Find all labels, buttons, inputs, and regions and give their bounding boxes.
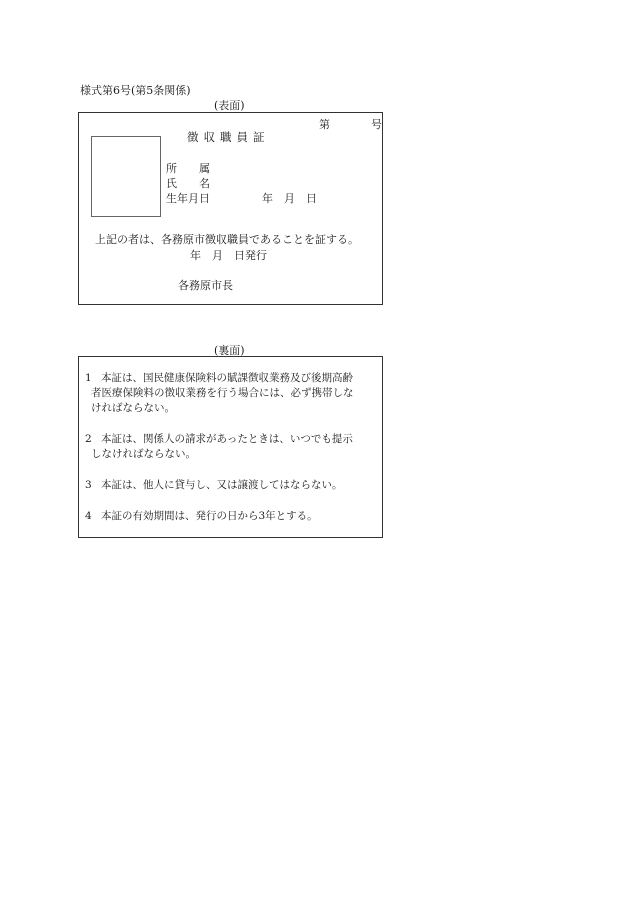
notes-list [85,371,379,540]
note-text: 本証は、他人に貸与し、又は譲渡してはならない。 [101,479,343,491]
note-text-cont: ければならない。 [91,402,175,414]
form-title: 様式第6号(第5条関係) [80,84,191,97]
birthdate-value: 年 月 日 [262,192,317,205]
note-item [85,371,379,416]
back-side-label: (裏面) [214,344,245,357]
note-number: 1 [85,372,92,384]
birthdate-label: 生年月日 [166,192,210,205]
note-number: 4 [85,510,92,522]
id-card-front [78,112,383,305]
note-text: 本証は、関係人の請求があったときは、いつでも提示 [101,433,353,445]
card-heading: 徴収職員証 [187,130,270,144]
front-side-label: (表面) [214,99,245,112]
issue-date: 年 月 日発行 [190,249,267,262]
number-prefix: 第 [319,118,330,131]
note-text-cont: しなければならない。 [91,448,196,460]
field-affiliation: 所 属 [166,162,210,175]
id-card-back [78,356,383,538]
field-name: 氏 名 [166,177,210,190]
field-birthdate [166,190,317,206]
note-number: 2 [85,433,92,445]
certification-text: 上記の者は、各務原市徴収職員であることを証する。 [95,233,359,246]
note-item [85,432,379,462]
number-suffix: 号 [371,118,382,131]
note-item [85,509,379,524]
note-number: 3 [85,479,92,491]
note-item [85,478,379,493]
note-text: 本証の有効期間は、発行の日から3年とする。 [101,510,318,522]
photo-box [91,136,161,217]
issuer-name: 各務原市長 [178,279,233,292]
note-text: 本証は、国民健康保険料の賦課徴収業務及び後期高齢 [101,372,353,384]
card-number [319,116,382,132]
note-text-cont: 者医療保険料の徴収業務を行う場合には、必ず携帯しな [91,387,354,399]
